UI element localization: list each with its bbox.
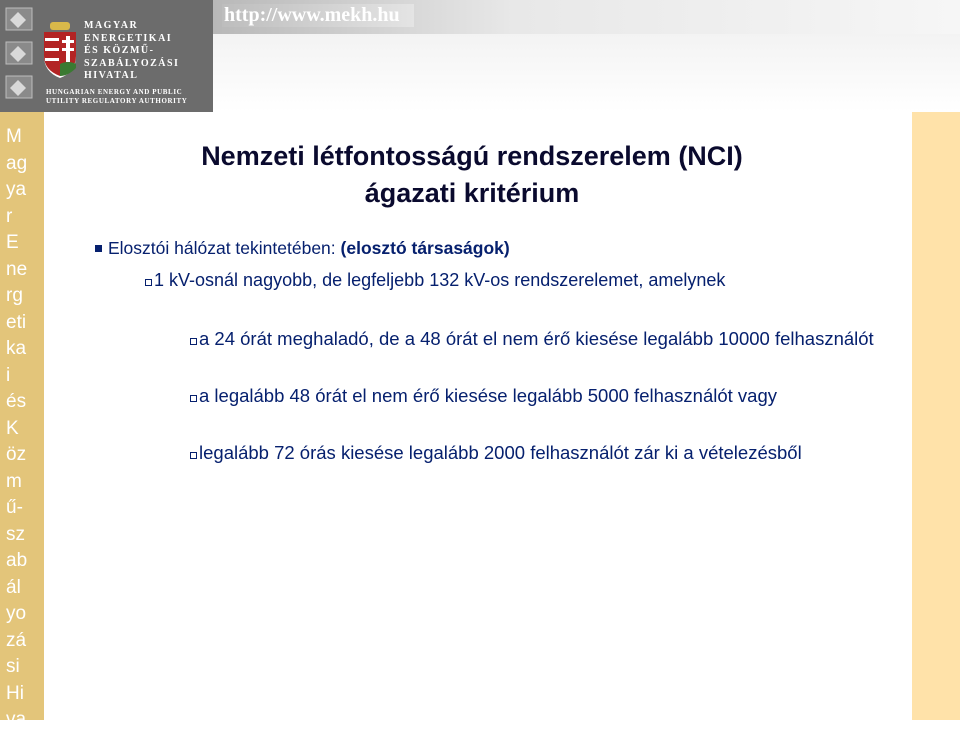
box-bullet-icon (190, 338, 197, 345)
logo (0, 0, 213, 112)
header (0, 0, 960, 112)
bullet-bold-text: (elosztó társaságok) (340, 238, 510, 258)
side-band (0, 112, 44, 730)
slide-title (46, 138, 898, 212)
header-band (513, 0, 960, 34)
slide-title-line2: ágazati kritérium (364, 178, 580, 208)
square-bullet-icon (95, 245, 102, 252)
criterion-item (190, 439, 890, 466)
box-bullet-icon (190, 452, 197, 459)
emblem-mark-icon (4, 6, 34, 102)
box-bullet-icon (145, 279, 152, 286)
criterion-item (190, 325, 890, 352)
coat-of-arms-icon (40, 22, 80, 78)
website-url[interactable]: http://www.mekh.hu (222, 4, 414, 27)
criterion-text: a legalább 48 órát el nem érő kiesése legalább 5000 felhasználót vagy (199, 385, 778, 406)
box-bullet-icon (190, 395, 197, 402)
organization-name-en: HUNGARIAN ENERGY AND PUBLIC UTILITY REGULATORY AUTHORITY (46, 88, 188, 105)
side-band-text: M ag ya r E ne rg eti ka i és K öz m ű- sz ab ál yo zá si Hi va (6, 126, 28, 730)
criterion-item (190, 382, 890, 409)
slide-title-line1: Nemzeti létfontosságú rendszerelem (NCI) (201, 141, 743, 171)
criterion-text: a 24 órát meghaladó, de a 48 órát el nem érő kiesése legalább 10000 felhasználót (199, 328, 874, 349)
bullet-distribution-network (95, 238, 510, 259)
criterion-text: legalább 72 órás kiesése legalább 2000 felhasználót zár ki a vételezésből (199, 442, 802, 463)
sub-bullet-voltage (145, 266, 865, 295)
right-band (912, 112, 960, 720)
header-ribbon (213, 34, 960, 112)
sub-bullet-text: 1 kV-osnál nagyobb, de legfeljebb 132 kV-os rendszerelemet, amelynek (154, 270, 726, 290)
organization-name-hu: MAGYAR ENERGETIKAI ÉS KÖZMŰ- SZABÁLYOZÁSI HIVATAL (84, 20, 180, 81)
bullet-text: Elosztói hálózat tekintetében: (108, 238, 341, 258)
